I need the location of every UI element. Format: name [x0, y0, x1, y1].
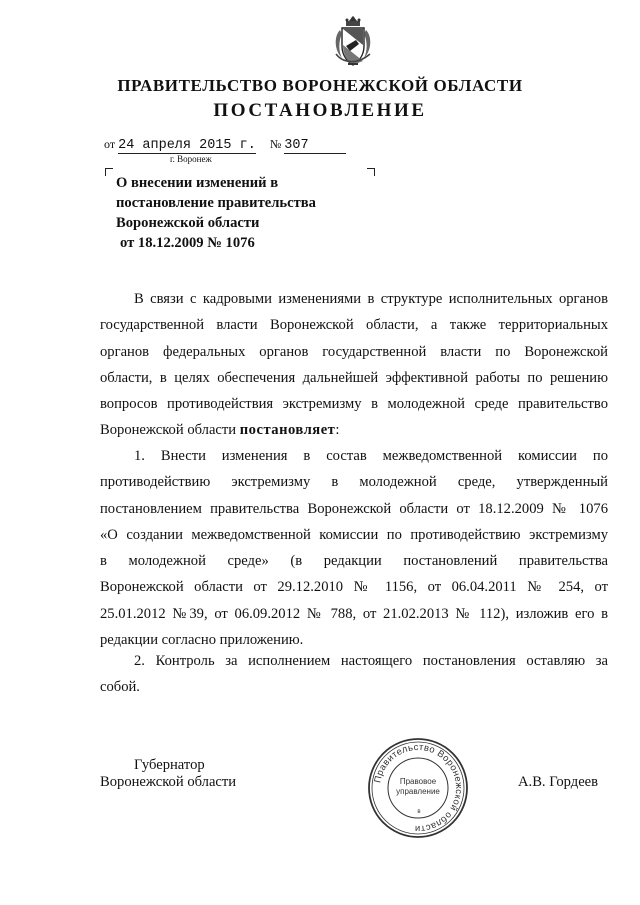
paragraph-text: :	[335, 422, 340, 439]
resolution-verb: постановляет	[239, 422, 336, 439]
stamp-center-line: управление	[396, 787, 440, 796]
number-prefix: №	[269, 137, 282, 151]
signatory-title: Губернатор	[134, 757, 205, 773]
paragraph-line: в молодежной среде» (в редакции постановлений правительства	[100, 553, 608, 570]
paragraph-line: В связи с кадровыми изменениями в структуре исполнительных органов	[134, 291, 608, 307]
paragraph-line	[100, 417, 608, 443]
stamp-ring-text: Правительство Воронежской области	[371, 740, 466, 836]
subject-line: О внесении изменений в	[116, 175, 279, 191]
paragraph-line: вопросов противодействия экстремизму в молодежной среде правительство	[100, 396, 608, 413]
stamp-center-line: Правовое	[399, 777, 437, 786]
paragraph-line: постановлением правительства Воронежской области от 18.12.2009 № 1076	[100, 500, 608, 517]
document-subject	[116, 173, 316, 253]
paragraph-line: 2. Контроль за исполнением настоящего постановления оставляю за	[134, 653, 608, 669]
subject-line: постановление правительства	[116, 195, 316, 211]
body-paragraph-3	[100, 648, 608, 701]
date-prefix: от	[104, 137, 116, 151]
subject-line: Воронежской области	[116, 215, 260, 231]
document-date: 24 апреля 2015 г.	[118, 138, 256, 153]
voronezh-coat-of-arms-icon	[328, 14, 378, 70]
paragraph-line: редакции согласно приложению.	[100, 632, 304, 649]
paragraph-text: Воронежской области	[100, 422, 237, 439]
date-number-line	[104, 137, 346, 154]
paragraph-line: Воронежской области от 29.12.2010 № 1156, от 06.04.2011 № 254, от	[100, 579, 608, 596]
signatory-name: А.В. Гордеев	[518, 774, 599, 790]
signatory-region: Воронежской области	[100, 774, 237, 790]
round-stamp	[366, 736, 470, 840]
corner-mark-left	[105, 168, 113, 176]
body-paragraph-2	[100, 443, 608, 653]
paragraph-line: государственной власти Воронежской области, а также территориальных	[100, 317, 608, 334]
document-number: 307	[284, 139, 346, 154]
subject-line: от 18.12.2009 № 1076	[120, 235, 255, 251]
body-paragraph-1	[100, 286, 608, 444]
stamp-mark: в	[417, 809, 421, 815]
paragraph-line: области, в целях обеспечения дальнейшей эффективной работы по решению	[100, 369, 608, 386]
document-type: ПОСТАНОВЛЕНИЕ	[213, 100, 427, 121]
paragraph-line: 25.01.2012 №39, от 06.09.2012 № 788, от 21.02.2013 № 112), изложив его в	[100, 605, 608, 622]
corner-mark-right	[367, 168, 375, 176]
city-label: г. Воронеж	[170, 154, 212, 164]
paragraph-line: 1. Внести изменения в состав межведомственной комиссии по	[134, 448, 608, 464]
paragraph-line: собой.	[100, 679, 140, 696]
paragraph-line: противодействию экстремизму в молодежной среде, утвержденный	[100, 474, 608, 491]
paragraph-line: органов федеральных органов государственной власти по Воронежской	[100, 343, 608, 360]
government-title: ПРАВИТЕЛЬСТВО ВОРОНЕЖСКОЙ ОБЛАСТИ	[117, 76, 523, 95]
paragraph-line: «О создании межведомственной комиссии по противодействию экстремизму	[100, 526, 608, 543]
